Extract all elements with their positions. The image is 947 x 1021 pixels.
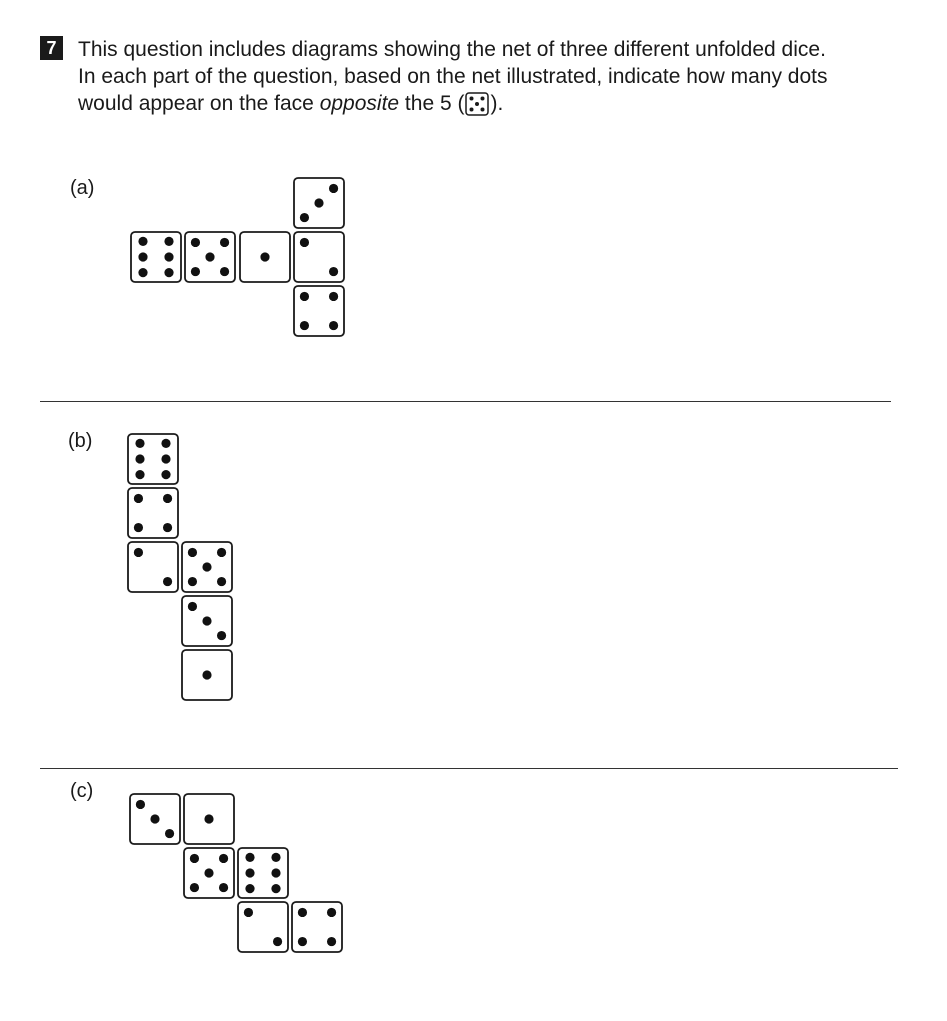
die-face-one bbox=[184, 794, 234, 844]
die-pip bbox=[327, 908, 336, 917]
die-pip bbox=[244, 908, 253, 917]
question-line-2: In each part of the question, based on the net illustrated, indicate how many dots bbox=[78, 65, 828, 88]
question-number: 7 bbox=[40, 36, 63, 60]
die-pip bbox=[245, 884, 254, 893]
die-face-four bbox=[292, 902, 342, 952]
die-pip bbox=[204, 868, 213, 877]
die-face-five bbox=[184, 848, 234, 898]
part-c-label: (c) bbox=[70, 780, 94, 802]
die-pip bbox=[165, 829, 174, 838]
die-pip bbox=[204, 814, 213, 823]
question-line-3-middle: the 5 ( bbox=[399, 92, 465, 115]
die-pip bbox=[273, 937, 282, 946]
die-pip bbox=[245, 868, 254, 877]
die-pip bbox=[150, 814, 159, 823]
die-pip bbox=[219, 883, 228, 892]
die-pip bbox=[298, 908, 307, 917]
question-line-1: This question includes diagrams showing the net of three different unfolded dice. bbox=[78, 38, 826, 61]
die-pip bbox=[136, 800, 145, 809]
die-face-two bbox=[238, 902, 288, 952]
die-pip bbox=[271, 884, 280, 893]
question-line-3-end: ). bbox=[490, 92, 504, 115]
die-face-six bbox=[238, 848, 288, 898]
question-line-3-start: would appear on the face bbox=[78, 92, 320, 115]
die-pip bbox=[190, 883, 199, 892]
part-b-label: (b) bbox=[68, 430, 93, 452]
die-pip bbox=[190, 854, 199, 863]
die-pip bbox=[327, 937, 336, 946]
die-pip bbox=[245, 853, 254, 862]
die-pip bbox=[271, 868, 280, 877]
die-pip bbox=[271, 853, 280, 862]
die-face-three bbox=[130, 794, 180, 844]
die-pip bbox=[219, 854, 228, 863]
die-pip bbox=[298, 937, 307, 946]
part-a-label: (a) bbox=[70, 177, 95, 199]
question-emphasis: opposite bbox=[319, 92, 400, 115]
